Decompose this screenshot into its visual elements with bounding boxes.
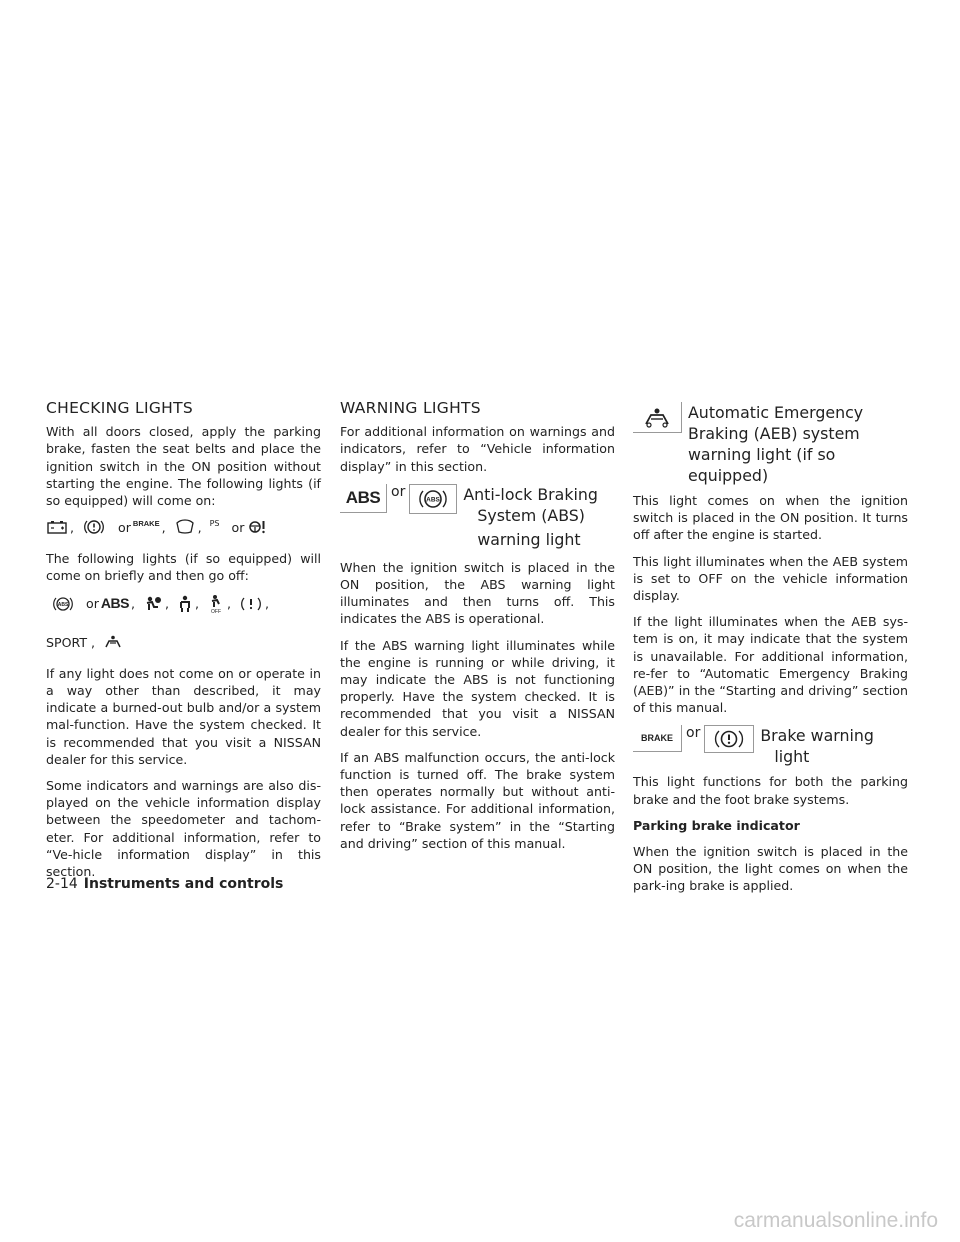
svg-text:ABS: ABS [57, 601, 69, 608]
aeb-on-paragraph: This light comes on when the ignition switch is placed in the ON position. It turns off after the engine is started. [633, 493, 908, 543]
parking-brake-paragraph: When the ignition switch is placed in the ON position, the light comes on when the park-ing brake is applied. [633, 844, 908, 894]
comma: , [227, 596, 232, 612]
aeb-off-paragraph: This light illuminates when the AEB system is set to OFF on the vehicle information display. [633, 553, 908, 604]
abs-malfunction-paragraph: If an ABS malfunction occurs, the anti-lock function is turned off. The brake system then operates normally but without anti-lock assistance. For additional information, refer to “Brake system” in the “Starting and driving” section of this manual. [340, 749, 615, 851]
title-line: light [774, 747, 810, 767]
sport-text-icon: SPORT [46, 634, 88, 650]
comma: , [161, 519, 166, 535]
svg-text:OFF: OFF [211, 608, 221, 614]
comma: , [70, 519, 75, 535]
abs-circle-icon [52, 595, 74, 613]
column-checking-lights [46, 400, 321, 889]
brake-light-heading [633, 725, 908, 767]
section-heading: WARNING LIGHTS [340, 399, 481, 417]
or-text: or [86, 596, 99, 612]
comma: , [164, 596, 169, 612]
seat-belt-reminder-icon [174, 518, 196, 536]
svg-text:ABS: ABS [426, 496, 441, 504]
column-warning-lights [340, 400, 615, 861]
aeb-warning-icon [633, 402, 682, 433]
section-name: Instruments and controls [83, 876, 284, 892]
comma: , [194, 596, 199, 612]
aeb-icon [103, 634, 123, 650]
abs-text-icon: ABS [100, 595, 129, 612]
section-heading: CHECKING LIGHTS [46, 399, 194, 417]
abs-text-icon: ABS [340, 484, 387, 513]
watermark-logo[interactable]: carmanualsonline.info [733, 1209, 938, 1232]
battery-icon [46, 519, 68, 535]
title-line: warning light (if so [688, 445, 836, 464]
page-number: 2-14 [46, 876, 78, 892]
title-line: Anti-lock Braking [463, 484, 598, 504]
airbag-icon [143, 595, 163, 613]
lights-group-on [46, 518, 321, 536]
title-line: System (ABS) [477, 505, 585, 525]
or-text: or [391, 483, 406, 500]
intro-paragraph: With all doors closed, apply the parking brake, fasten the seat belts and place the ignition switch in the ON position without starting the engine. The following lights (if so equipped) will come on: [46, 424, 321, 509]
title-line: Brake warning [760, 726, 874, 746]
parking-brake-subheading: Parking brake indicator [633, 817, 800, 833]
lights-group-brief [46, 594, 321, 651]
brake-text-icon: BRAKE [633, 725, 682, 752]
column-aeb-brake [633, 400, 908, 904]
comma: , [130, 596, 135, 612]
malfunction-paragraph: If any light does not come on or operate in a way other than described, it may indicate a burned-out bulb and/or a system mal-function. Have the system checked. It is recommended that you visit a NISSAN dealer for this service. [46, 665, 321, 767]
brake-light-title [760, 725, 874, 767]
abs-circle-icon [409, 484, 457, 514]
briefly-paragraph: The following lights (if so equipped) will come on briefly and then go off: [46, 551, 321, 584]
brake-systems-paragraph: This light functions for both the parking brake and the foot brake systems. [633, 774, 908, 807]
comma: , [197, 519, 202, 535]
page-footer [46, 876, 283, 892]
intro-paragraph: For additional information on warnings and indicators, refer to “Vehicle information display” in this section. [340, 424, 615, 474]
or-text: or [231, 519, 245, 535]
title-line: equipped) [688, 466, 769, 485]
abs-driving-paragraph: If the ABS warning light illuminates while the engine is running or while driving, it may indicate the ABS is not functioning properly. Have the system checked. It is recommended that you visit a NISSAN dealer for this service. [340, 637, 615, 739]
master-warning-icon [239, 595, 263, 613]
or-text: or [118, 519, 131, 535]
aeb-light-heading [633, 402, 908, 486]
brake-warning-circle-icon [82, 518, 106, 536]
title-line: Automatic Emergency [688, 403, 864, 422]
aeb-unavailable-paragraph: If the light illuminates when the AEB sys-tem is on, it may indicate that the system is unavailable. For additional information, re-fer to “Automatic Emergency Braking (AEB)” in the “Starting and driving” section of this manual. [633, 614, 908, 716]
abs-on-paragraph: When the ignition switch is placed in the ON position, the ABS warning light illuminates and then turns off. This indicates the ABS is operational. [340, 559, 615, 627]
brake-circle-icon [704, 725, 754, 753]
abs-light-title [463, 484, 598, 553]
airbag-off-icon [207, 594, 225, 614]
comma: , [265, 596, 270, 612]
comma: , [91, 634, 96, 650]
aeb-light-title [688, 402, 863, 486]
title-line: warning light [477, 529, 581, 549]
steering-warning-icon [248, 519, 268, 535]
power-steering-text-icon: PS [209, 518, 220, 528]
seat-belt-icon [177, 595, 193, 613]
or-text: or [686, 725, 701, 742]
display-paragraph: Some indicators and warnings are also dis-played on the vehicle information display between the speedometer and tachom-eter. For additional information, refer to “Ve-hicle information display” in this section. [46, 778, 321, 880]
abs-light-heading [340, 484, 615, 553]
title-line: Braking (AEB) system [688, 424, 860, 443]
brake-text-icon: BRAKE [132, 518, 160, 528]
